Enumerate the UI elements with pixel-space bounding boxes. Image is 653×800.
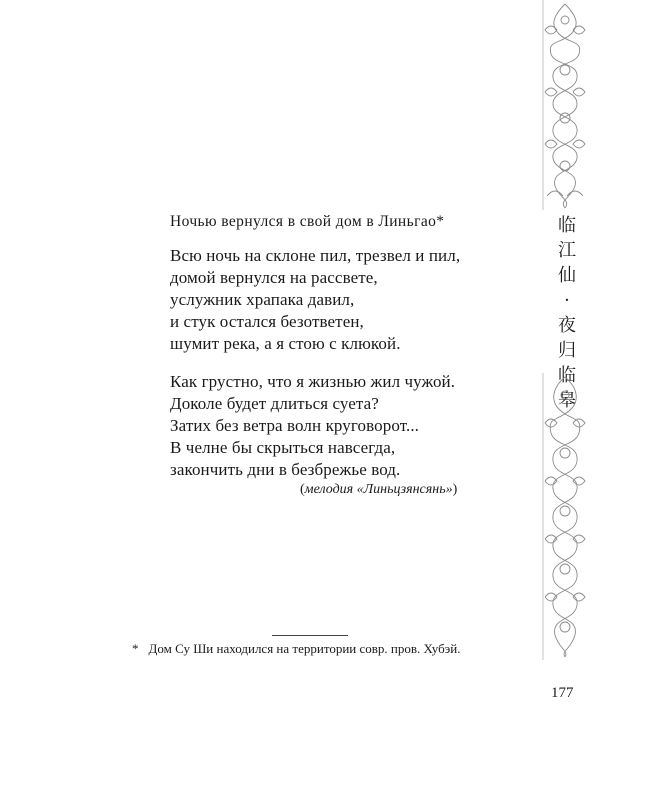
title-char: 仙 [558,265,576,286]
title-char: 临 [558,365,576,386]
title-char: 江 [558,240,576,261]
stanza-2 [170,371,455,481]
verse-line: Всю ночь на склоне пил, трезвел и пил, [170,246,461,265]
footnote [132,641,460,657]
page-number: 177 [551,685,574,701]
melody-name: мелодия «Линьцзянсянь» [304,482,453,497]
title-char: 皋 [558,390,576,411]
title-char: 归 [558,340,576,361]
paren-open: ( [300,482,305,497]
verse-line: Как грустно, что я жизнью жил чужой. [170,372,456,391]
verse-line: домой вернулся на рассвете, [170,268,378,287]
title-char: 夜 [558,315,576,336]
stanza-1 [170,245,460,355]
title-char: · [564,290,570,311]
ornament-bottom [541,373,589,660]
title-char: 临 [558,215,576,236]
footnote-text: Дом Су Ши находился на территории совр. пров. Хубэй. [148,641,461,656]
verse-line: услужник храпака давил, [170,290,355,309]
footnote-mark: * [132,641,139,656]
ornament-top [541,0,589,210]
melody-attribution [300,482,457,498]
verse-line: Затих без ветра волн круговорот... [170,416,420,435]
paren-close: ) [452,482,458,497]
poem-title: Ночью вернулся в свой дом в Линьгао* [170,213,445,230]
verse-line: и стук остался безответен, [170,312,364,331]
verse-line: шумит река, а я стою с клюкой. [170,334,401,353]
verse-line: В челне бы скрыться навсегда, [170,438,396,457]
footnote-divider [272,635,348,636]
verse-line: закончить дни в безбрежье вод. [170,460,401,479]
verse-line: Доколе будет длиться суета? [170,394,379,413]
